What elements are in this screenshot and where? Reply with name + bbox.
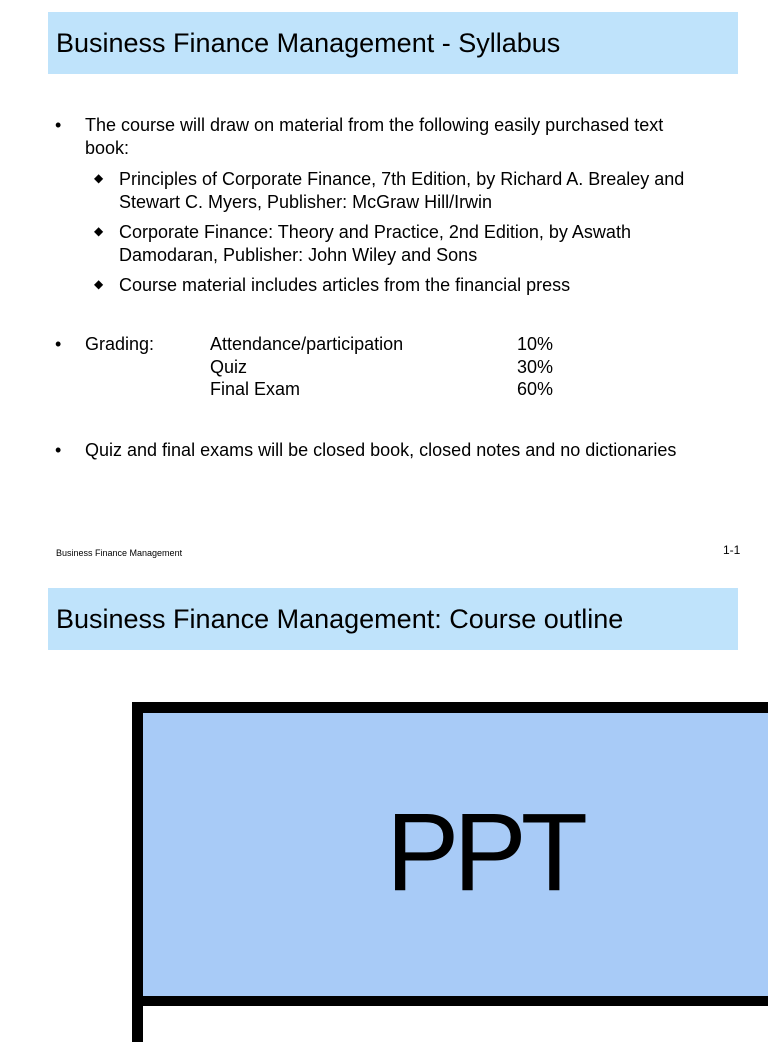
sub-bullet-text: Course material includes articles from the financial press: [119, 275, 571, 295]
ppt-placeholder-frame: [132, 702, 768, 1042]
diamond-bullet-icon: ◆: [94, 171, 104, 185]
grading-weight: 60%: [517, 379, 554, 399]
sub-bullet-text: Principles of Corporate Finance, 7th Edition, by Richard A. Brealey and: [119, 169, 685, 189]
slide1-title-bar: [48, 12, 738, 74]
slide2-title-bar: [48, 588, 738, 650]
diamond-bullet-icon: ◆: [94, 224, 104, 238]
slide-page-number: 1-1: [723, 543, 741, 557]
bullet-text-line: book:: [85, 138, 130, 158]
sub-bullet-text: Corporate Finance: Theory and Practice, 2nd Edition, by Aswath: [119, 222, 631, 242]
grading-item: Attendance/participation: [210, 334, 404, 354]
grading-item: Final Exam: [210, 379, 301, 399]
bullet-dot-icon: •: [55, 440, 62, 460]
sub-bullet-text: Stewart C. Myers, Publisher: McGraw Hill/Irwin: [119, 192, 493, 212]
diamond-bullet-icon: ◆: [94, 277, 104, 291]
slide2-title: Business Finance Management: Course outline: [56, 603, 624, 634]
bullet-dot-icon: •: [55, 334, 62, 354]
bullet-text-line: The course will draw on material from the following easily purchased text: [85, 115, 664, 135]
ppt-placeholder-panel: [143, 713, 768, 996]
ppt-placeholder-lower-panel: [143, 1006, 768, 1042]
slide1-title: Business Finance Management - Syllabus: [56, 27, 561, 58]
bullet-text-line: Quiz and final exams will be closed book, closed notes and no dictionaries: [85, 440, 677, 460]
slide-footer-title: Business Finance Management: [56, 548, 183, 558]
grading-label: Grading:: [85, 334, 155, 354]
bullet-dot-icon: •: [55, 115, 62, 135]
grading-weight: 10%: [517, 334, 554, 354]
ppt-placeholder-label: PPT: [386, 791, 582, 914]
grading-weight: 30%: [517, 357, 554, 377]
sub-bullet-text: Damodaran, Publisher: John Wiley and Sons: [119, 245, 478, 265]
grading-item: Quiz: [210, 357, 248, 377]
